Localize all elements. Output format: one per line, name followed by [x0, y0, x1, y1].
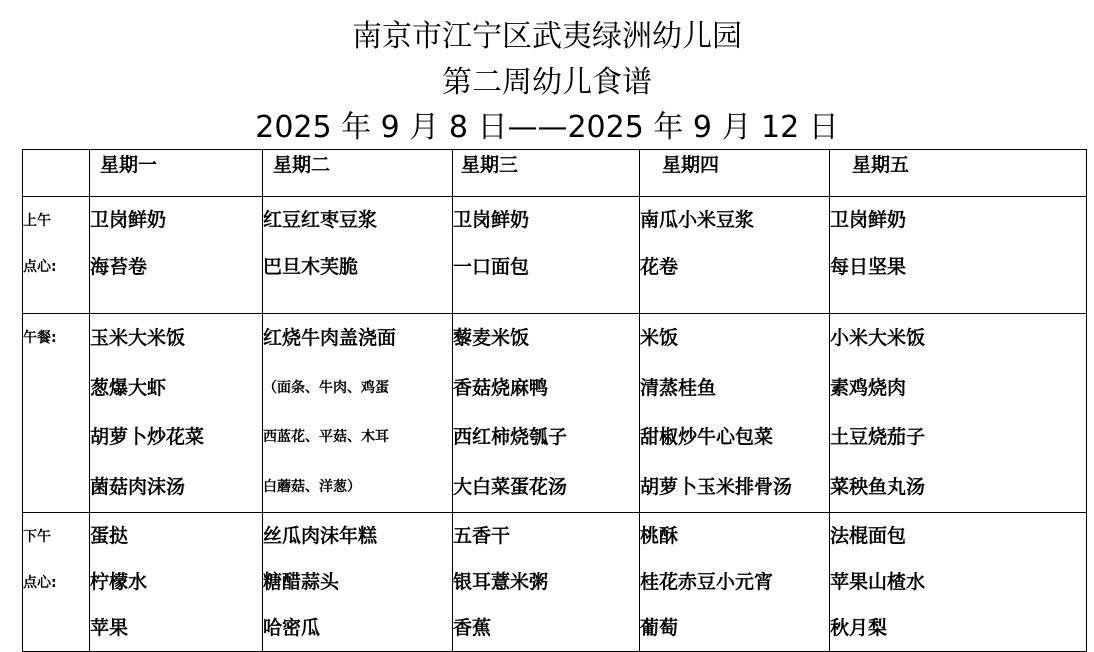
menu-cell: [640, 197, 830, 314]
menu-cell: [830, 314, 1087, 513]
day-header-thu: 星期四: [640, 150, 830, 197]
day-header-tue: 星期二: [263, 150, 453, 197]
menu-cell: [453, 197, 640, 314]
menu-cell: [640, 314, 830, 513]
header-row: [23, 150, 1087, 197]
morning-snack-row: [23, 197, 1087, 314]
menu-item: 桂花赤豆小元宵: [640, 571, 774, 593]
corner-cell: [23, 150, 90, 197]
menu-item: 土豆烧茄子: [830, 426, 926, 448]
menu-item: 花卷: [640, 256, 679, 278]
menu-item: 哈密瓜: [263, 617, 321, 639]
day-header-mon: 星期一: [90, 150, 263, 197]
menu-item: 胡萝卜玉米排骨汤: [640, 475, 793, 498]
day-header-fri: 星期五: [830, 150, 1087, 197]
meal-label-morning-snack: [23, 197, 90, 314]
menu-item: 蛋挞: [90, 525, 129, 547]
menu-item: 大白菜蛋花汤: [453, 475, 568, 498]
menu-cell: [90, 513, 263, 652]
menu-item: 苹果: [90, 617, 129, 639]
menu-item: 银耳薏米粥: [453, 571, 549, 593]
menu-item: 米饭: [640, 327, 679, 349]
menu-item: 藜麦米饭: [453, 327, 530, 349]
menu-item: 香蕉: [453, 617, 492, 639]
kindergarten-name: 南京市江宁区武夷绿洲幼儿园: [352, 19, 742, 54]
menu-item: 葱爆大虾: [90, 376, 167, 399]
day-header-wed: 星期三: [453, 150, 640, 197]
menu-cell: [453, 513, 640, 652]
menu-item: 秋月梨: [830, 617, 888, 639]
meal-label-lunch: [23, 314, 90, 513]
meal-label-line: 午餐:: [23, 330, 57, 346]
menu-item: 卫岗鲜奶: [453, 209, 530, 231]
menu-item: 香菇烧麻鸭: [453, 376, 549, 399]
menu-item: （面条、牛肉、鸡蛋: [263, 379, 389, 396]
afternoon-snack-row: [23, 513, 1087, 652]
menu-item: 糖醋蒜头: [263, 571, 340, 593]
menu-item: 白蘑菇、洋葱）: [263, 478, 361, 495]
menu-cell: [263, 314, 453, 513]
menu-item: 菜秧鱼丸汤: [830, 475, 926, 498]
menu-item: 菌菇肉沫汤: [90, 475, 186, 498]
menu-item: 甜椒炒牛心包菜: [640, 426, 774, 448]
menu-item: 苹果山楂水: [830, 571, 926, 593]
menu-item: 五香干: [453, 525, 511, 547]
meal-label-afternoon-snack: [23, 513, 90, 652]
menu-item: 法棍面包: [830, 525, 907, 547]
menu-item: 玉米大米饭: [90, 327, 186, 349]
menu-item: 巴旦木芙脆: [263, 256, 359, 278]
menu-item: 每日坚果: [830, 256, 907, 278]
weekly-menu-table: [22, 149, 1087, 652]
menu-item: 海苔卷: [90, 256, 148, 278]
menu-cell: [263, 513, 453, 652]
menu-item: 葡萄: [640, 617, 679, 639]
menu-item: 胡萝卜炒花菜: [90, 426, 205, 448]
menu-item: 素鸡烧肉: [830, 376, 907, 399]
menu-title: 第二周幼儿食谱: [442, 65, 652, 100]
menu-item: 桃酥: [640, 525, 679, 547]
menu-cell: [90, 197, 263, 314]
menu-item: 柠檬水: [90, 571, 148, 593]
date-range: 2025 年 9 月 8 日——2025 年 9 月 12 日: [255, 110, 839, 145]
menu-item: 小米大米饭: [830, 327, 926, 349]
menu-item: 清蒸桂鱼: [640, 376, 717, 399]
meal-label-line: 点心:: [23, 259, 57, 275]
menu-cell: [830, 513, 1087, 652]
menu-cell: [640, 513, 830, 652]
menu-item: 丝瓜肉沫年糕: [263, 525, 378, 547]
menu-item: 西蓝花、平菇、木耳: [263, 429, 389, 445]
meal-label-line: 上午: [23, 213, 51, 229]
meal-label-line: 点心:: [23, 575, 57, 591]
menu-item: 红烧牛肉盖浇面: [263, 327, 397, 349]
menu-item: 卫岗鲜奶: [830, 209, 907, 231]
menu-item: 西红柿烧瓠子: [453, 426, 568, 448]
menu-item: 南瓜小米豆浆: [640, 209, 755, 231]
menu-item: 卫岗鲜奶: [90, 209, 167, 231]
menu-cell: [90, 314, 263, 513]
menu-item: 红豆红枣豆浆: [263, 209, 378, 231]
lunch-row: [23, 314, 1087, 513]
menu-cell: [263, 197, 453, 314]
meal-label-line: 下午: [23, 529, 51, 545]
menu-cell: [830, 197, 1087, 314]
menu-item: 一口面包: [453, 256, 530, 278]
menu-cell: [453, 314, 640, 513]
